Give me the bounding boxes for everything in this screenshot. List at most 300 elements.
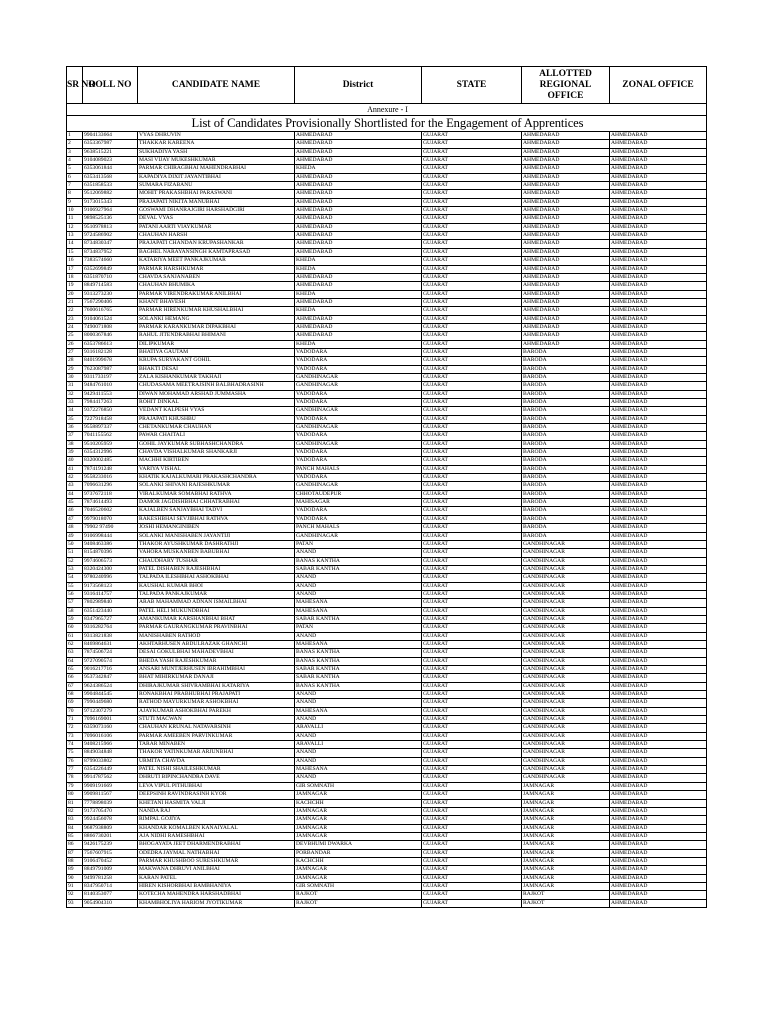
sr-no-cell: 57 — [67, 599, 83, 607]
roll-no-cell: 8469864631 — [83, 640, 138, 648]
roll-no-cell: 8347965727 — [83, 615, 138, 623]
sr-no-cell: 60 — [67, 624, 83, 632]
sr-no-cell: 11 — [67, 215, 83, 223]
regional-office-cell: BARODA — [522, 532, 610, 540]
sr-no-cell: 72 — [67, 724, 83, 732]
table-row — [67, 232, 707, 240]
roll-no-cell: 9737672118 — [83, 490, 138, 498]
regional-office-cell: AHMEDABAD — [522, 315, 610, 323]
state-cell: GUJARAT — [422, 373, 522, 381]
candidate-name-cell: DAMOR JAGDISHBHAI CHHATRABHAI — [138, 499, 295, 507]
zonal-office-cell: AHMEDABAD — [610, 615, 707, 623]
sr-no-cell: 52 — [67, 557, 83, 565]
state-cell: GUJARAT — [422, 549, 522, 557]
zonal-office-cell: AHMEDABAD — [610, 173, 707, 181]
table-row — [67, 515, 707, 523]
sr-no-cell: 73 — [67, 732, 83, 740]
roll-no-cell: 9904844545 — [83, 691, 138, 699]
roll-no-cell: 9313821838 — [83, 632, 138, 640]
regional-office-cell: GANDHINAGAR — [522, 749, 610, 757]
candidate-name-cell: SOLANKI HEMANG — [138, 315, 295, 323]
district-cell: SABAR KANTHA — [295, 666, 422, 674]
regional-office-cell: RAJKOT — [522, 899, 610, 907]
table-row — [67, 707, 707, 715]
regional-office-cell: GANDHINAGAR — [522, 657, 610, 665]
district-cell: KACHCHH — [295, 799, 422, 807]
roll-no-cell: 9537342847 — [83, 674, 138, 682]
roll-no-cell: 9311733197 — [83, 373, 138, 381]
sr-no-cell: 78 — [67, 774, 83, 782]
regional-office-cell: RAJKOT — [522, 891, 610, 899]
state-cell: GUJARAT — [422, 666, 522, 674]
roll-no-cell: 6351858533 — [83, 182, 138, 190]
sr-no-cell: 53 — [67, 565, 83, 573]
sr-no-cell: 13 — [67, 232, 83, 240]
regional-office-cell: BARODA — [522, 348, 610, 356]
table-row — [67, 774, 707, 782]
state-cell: GUJARAT — [422, 407, 522, 415]
state-cell: GUJARAT — [422, 440, 522, 448]
roll-no-cell: 9173015343 — [83, 198, 138, 206]
state-cell: GUJARAT — [422, 841, 522, 849]
zonal-office-cell: AHMEDABAD — [610, 298, 707, 306]
roll-no-cell: 9909191669 — [83, 782, 138, 790]
district-cell: BANAS KANTHA — [295, 682, 422, 690]
candidate-name-cell: CHUDASAMA MEETRAJSINH BALBHADRASINH — [138, 382, 295, 390]
district-cell: AHMEDABAD — [295, 240, 422, 248]
table-row — [67, 273, 707, 281]
regional-office-cell: BARODA — [522, 465, 610, 473]
table-row — [67, 874, 707, 882]
candidate-name-cell: THAKOR YATINKUMAR ARJUNBHAI — [138, 749, 295, 757]
state-cell: GUJARAT — [422, 607, 522, 615]
table-row — [67, 590, 707, 598]
sr-no-cell: 5 — [67, 165, 83, 173]
sr-no-cell: 84 — [67, 824, 83, 832]
table-row — [67, 415, 707, 423]
table-row — [67, 866, 707, 874]
regional-office-cell: JAMNAGAR — [522, 849, 610, 857]
table-row — [67, 474, 707, 482]
sr-no-cell: 41 — [67, 465, 83, 473]
candidate-name-cell: KHANT BHAVESH — [138, 298, 295, 306]
roll-no-cell: 7096016106 — [83, 732, 138, 740]
sr-no-cell: 87 — [67, 849, 83, 857]
sr-no-cell: 43 — [67, 482, 83, 490]
table-row — [67, 624, 707, 632]
district-cell: PATAN — [295, 624, 422, 632]
state-cell: GUJARAT — [422, 782, 522, 790]
table-row — [67, 407, 707, 415]
regional-office-cell: AHMEDABAD — [522, 190, 610, 198]
candidate-name-cell: BHAKTI DESAI — [138, 365, 295, 373]
district-cell: JAMNAGAR — [295, 866, 422, 874]
candidate-name-cell: VARIYA VISHAL — [138, 465, 295, 473]
state-cell: GUJARAT — [422, 524, 522, 532]
state-cell: GUJARAT — [422, 332, 522, 340]
state-cell: GUJARAT — [422, 691, 522, 699]
district-cell: DEVBHUMI DWARKA — [295, 841, 422, 849]
zonal-office-cell: AHMEDABAD — [610, 582, 707, 590]
zonal-office-cell: AHMEDABAD — [610, 799, 707, 807]
table-row — [67, 791, 707, 799]
sr-no-cell: 80 — [67, 791, 83, 799]
candidate-name-cell: DESAI GOKULBHAI MAHADEVBHAI — [138, 649, 295, 657]
table-row — [67, 240, 707, 248]
zonal-office-cell: AHMEDABAD — [610, 791, 707, 799]
state-cell: GUJARAT — [422, 190, 522, 198]
sr-no-cell: 23 — [67, 315, 83, 323]
sr-no-cell: 75 — [67, 749, 83, 757]
sr-no-cell: 31 — [67, 382, 83, 390]
sr-no-cell: 38 — [67, 440, 83, 448]
regional-office-cell: BARODA — [522, 457, 610, 465]
zonal-office-cell: AHMEDABAD — [610, 857, 707, 865]
candidate-name-cell: ROHIT DINKAL — [138, 399, 295, 407]
sr-no-cell: 22 — [67, 307, 83, 315]
district-cell: KHEDA — [295, 265, 422, 273]
roll-no-cell: 9499781258 — [83, 874, 138, 882]
zonal-office-cell: AHMEDABAD — [610, 874, 707, 882]
district-cell: VADODARA — [295, 365, 422, 373]
district-cell: KHEDA — [295, 165, 422, 173]
zonal-office-cell: AHMEDABAD — [610, 749, 707, 757]
candidate-name-cell: KAUSHAL KUMAR BHOI — [138, 582, 295, 590]
candidate-name-cell: KATARIYA MEET PANKAJKUMAR — [138, 257, 295, 265]
candidate-name-cell: BHAT MIHIRKUMAR DANAJI — [138, 674, 295, 682]
district-cell: ANAND — [295, 732, 422, 740]
sr-no-cell: 1 — [67, 132, 83, 140]
state-cell: GUJARAT — [422, 866, 522, 874]
table-row — [67, 499, 707, 507]
regional-office-cell: GANDHINAGAR — [522, 640, 610, 648]
zonal-office-cell: AHMEDABAD — [610, 474, 707, 482]
zonal-office-cell: AHMEDABAD — [610, 340, 707, 348]
table-row — [67, 348, 707, 356]
candidate-name-cell: RAHUL JITENDRABHAI BHIMANI — [138, 332, 295, 340]
roll-no-cell: 7802989840 — [83, 599, 138, 607]
candidate-name-cell: ARAB MAHAMMAD ADNAN ISMAILBHAI — [138, 599, 295, 607]
roll-no-cell: 6353061844 — [83, 165, 138, 173]
sr-no-cell: 8 — [67, 190, 83, 198]
candidate-name-cell: BHEDA YASH RAJESHKUMAR — [138, 657, 295, 665]
roll-no-cell: 7041155562 — [83, 432, 138, 440]
roll-no-cell: 9316282764 — [83, 624, 138, 632]
sr-no-cell: 27 — [67, 348, 83, 356]
district-cell: AHMEDABAD — [295, 273, 422, 281]
sr-no-cell: 49 — [67, 532, 83, 540]
annexure-label: Annexure - I — [67, 104, 707, 116]
regional-office-cell: BARODA — [522, 373, 610, 381]
district-cell: AHMEDABAD — [295, 232, 422, 240]
state-cell: GUJARAT — [422, 640, 522, 648]
table-row — [67, 482, 707, 490]
regional-office-cell: AHMEDABAD — [522, 323, 610, 331]
sr-no-cell: 68 — [67, 691, 83, 699]
state-cell: GUJARAT — [422, 557, 522, 565]
district-cell: RAJKOT — [295, 899, 422, 907]
zonal-office-cell: AHMEDABAD — [610, 782, 707, 790]
zonal-office-cell: AHMEDABAD — [610, 716, 707, 724]
state-cell: GUJARAT — [422, 198, 522, 206]
state-cell: GUJARAT — [422, 540, 522, 548]
district-cell: VADODARA — [295, 515, 422, 523]
state-cell: GUJARAT — [422, 565, 522, 573]
roll-no-cell: 9016217716 — [83, 666, 138, 674]
state-cell: GUJARAT — [422, 315, 522, 323]
table-row — [67, 490, 707, 498]
state-cell: GUJARAT — [422, 365, 522, 373]
sr-no-cell: 89 — [67, 866, 83, 874]
candidate-name-cell: KHETANI HASMITA VALJI — [138, 799, 295, 807]
candidate-name-cell: DIWAN MOHAMAD ARSHAD JUMMASHA — [138, 390, 295, 398]
state-cell: GUJARAT — [422, 824, 522, 832]
header-sr-no: SR NO — [67, 67, 83, 104]
candidate-name-cell: KHAMBHOLIYA HARIOM JYOTIKUMAR — [138, 899, 295, 907]
roll-no-cell: 9313273230 — [83, 290, 138, 298]
regional-office-cell: AHMEDABAD — [522, 332, 610, 340]
district-cell: MAHESANA — [295, 766, 422, 774]
roll-no-cell: 9316182128 — [83, 348, 138, 356]
zonal-office-cell: AHMEDABAD — [610, 565, 707, 573]
district-cell: BANAS KANTHA — [295, 649, 422, 657]
district-cell: ANAND — [295, 590, 422, 598]
table-row — [67, 649, 707, 657]
zonal-office-cell: AHMEDABAD — [610, 666, 707, 674]
zonal-office-cell: AHMEDABAD — [610, 741, 707, 749]
district-cell: AHMEDABAD — [295, 248, 422, 256]
regional-office-cell: AHMEDABAD — [522, 132, 610, 140]
district-cell: AHMEDABAD — [295, 148, 422, 156]
roll-no-cell: 6351423440 — [83, 607, 138, 615]
table-row — [67, 198, 707, 206]
district-cell: GANDHINAGAR — [295, 440, 422, 448]
regional-office-cell: BARODA — [522, 449, 610, 457]
candidate-name-cell: THAKKAR KAREENA — [138, 140, 295, 148]
roll-no-cell: 79902 97490 — [83, 524, 138, 532]
state-cell: GUJARAT — [422, 432, 522, 440]
district-cell: BANAS KANTHA — [295, 557, 422, 565]
district-cell: GIR SOMNATH — [295, 882, 422, 890]
zonal-office-cell: AHMEDABAD — [610, 323, 707, 331]
roll-no-cell: 9974606573 — [83, 557, 138, 565]
table-row — [67, 615, 707, 623]
table-row — [67, 465, 707, 473]
sr-no-cell: 90 — [67, 874, 83, 882]
district-cell: VADODARA — [295, 474, 422, 482]
zonal-office-cell: AHMEDABAD — [610, 365, 707, 373]
zonal-office-cell: AHMEDABAD — [610, 899, 707, 907]
roll-no-cell: 9924456078 — [83, 816, 138, 824]
regional-office-cell: BARODA — [522, 499, 610, 507]
table-row — [67, 682, 707, 690]
zonal-office-cell: AHMEDABAD — [610, 632, 707, 640]
sr-no-cell: 29 — [67, 365, 83, 373]
district-cell: AHMEDABAD — [295, 282, 422, 290]
sr-no-cell: 12 — [67, 223, 83, 231]
district-cell: JAMNAGAR — [295, 824, 422, 832]
regional-office-cell: AHMEDABAD — [522, 215, 610, 223]
regional-office-cell: GANDHINAGAR — [522, 707, 610, 715]
candidate-name-cell: DHRUTI BIPINCHANDRA DAVE — [138, 774, 295, 782]
state-cell: GUJARAT — [422, 265, 522, 273]
zonal-office-cell: AHMEDABAD — [610, 223, 707, 231]
zonal-office-cell: AHMEDABAD — [610, 407, 707, 415]
regional-office-cell: GANDHINAGAR — [522, 666, 610, 674]
state-cell: GUJARAT — [422, 682, 522, 690]
roll-no-cell: 9638515221 — [83, 148, 138, 156]
zonal-office-cell: AHMEDABAD — [610, 432, 707, 440]
regional-office-cell: BARODA — [522, 424, 610, 432]
document-title: List of Candidates Provisionally Shortlisted for the Engagement of Apprentices — [67, 116, 707, 132]
table-row — [67, 223, 707, 231]
zonal-office-cell: AHMEDABAD — [610, 399, 707, 407]
district-cell: AHMEDABAD — [295, 182, 422, 190]
candidate-name-cell: SUKHADIYA YASH — [138, 148, 295, 156]
candidate-name-cell: DEEPSINH RAVINDRASINH KYOR — [138, 791, 295, 799]
candidate-name-cell: PRAJAPATI NIKITA MANUBHAI — [138, 198, 295, 206]
sr-no-cell: 26 — [67, 340, 83, 348]
state-cell: GUJARAT — [422, 415, 522, 423]
sr-no-cell: 42 — [67, 474, 83, 482]
table-row — [67, 607, 707, 615]
district-cell: AHMEDABAD — [295, 332, 422, 340]
table-row — [67, 882, 707, 890]
table-row — [67, 148, 707, 156]
regional-office-cell: GANDHINAGAR — [522, 691, 610, 699]
regional-office-cell: GANDHINAGAR — [522, 757, 610, 765]
annexure-row — [67, 104, 707, 116]
candidate-name-cell: MAKWANA DHRUVI ANILBHAI — [138, 866, 295, 874]
table-row — [67, 557, 707, 565]
zonal-office-cell: AHMEDABAD — [610, 282, 707, 290]
candidate-name-cell: CHAVDA VISHALKUMAR SHANKARJI — [138, 449, 295, 457]
table-row — [67, 157, 707, 165]
regional-office-cell: AHMEDABAD — [522, 273, 610, 281]
roll-no-cell: 9558897337 — [83, 424, 138, 432]
state-cell: GUJARAT — [422, 649, 522, 657]
state-cell: GUJARAT — [422, 615, 522, 623]
regional-office-cell: GANDHINAGAR — [522, 599, 610, 607]
state-cell: GUJARAT — [422, 140, 522, 148]
table-row — [67, 741, 707, 749]
candidate-name-cell: VEDANT KALPESH VYAS — [138, 407, 295, 415]
zonal-office-cell: AHMEDABAD — [610, 382, 707, 390]
roll-no-cell: 8799033802 — [83, 757, 138, 765]
roll-no-cell: 9510205959 — [83, 440, 138, 448]
district-cell: AHMEDABAD — [295, 207, 422, 215]
district-cell: VADODARA — [295, 507, 422, 515]
state-cell: GUJARAT — [422, 399, 522, 407]
roll-no-cell: 9727090574 — [83, 657, 138, 665]
candidate-name-cell: PATEL HELI MUKUNDBHAI — [138, 607, 295, 615]
district-cell: MAHESANA — [295, 599, 422, 607]
table-row — [67, 182, 707, 190]
candidate-name-cell: BHATIYA GAUTAM — [138, 348, 295, 356]
candidate-name-cell: TALPADA PANKAJKUMAR — [138, 590, 295, 598]
zonal-office-cell: AHMEDABAD — [610, 257, 707, 265]
district-cell: GANDHINAGAR — [295, 373, 422, 381]
zonal-office-cell: AHMEDABAD — [610, 816, 707, 824]
candidate-name-cell: PRAJAPATI CHANDAN KRUPASHANKAR — [138, 240, 295, 248]
state-cell: GUJARAT — [422, 182, 522, 190]
roll-no-cell: 7874506724 — [83, 649, 138, 657]
state-cell: GUJARAT — [422, 215, 522, 223]
state-cell: GUJARAT — [422, 165, 522, 173]
state-cell: GUJARAT — [422, 832, 522, 840]
district-cell: VADODARA — [295, 415, 422, 423]
table-row — [67, 323, 707, 331]
table-row — [67, 849, 707, 857]
table-row — [67, 532, 707, 540]
candidate-name-cell: DEVAL VYAS — [138, 215, 295, 223]
zonal-office-cell: AHMEDABAD — [610, 307, 707, 315]
regional-office-cell: BARODA — [522, 399, 610, 407]
regional-office-cell: GANDHINAGAR — [522, 540, 610, 548]
table-row — [67, 766, 707, 774]
district-cell: KHEDA — [295, 307, 422, 315]
roll-no-cell: 8140353077 — [83, 891, 138, 899]
regional-office-cell: AHMEDABAD — [522, 257, 610, 265]
regional-office-cell: BARODA — [522, 357, 610, 365]
candidate-name-cell: BHOGAYATA JEET DHARMENDRABHAI — [138, 841, 295, 849]
regional-office-cell: AHMEDABAD — [522, 298, 610, 306]
table-row — [67, 173, 707, 181]
sr-no-cell: 70 — [67, 707, 83, 715]
sr-no-cell: 35 — [67, 415, 83, 423]
roll-no-cell: 8347950714 — [83, 882, 138, 890]
table-row — [67, 132, 707, 140]
regional-office-cell: AHMEDABAD — [522, 248, 610, 256]
candidate-name-cell: CHAUHAN HARSH — [138, 232, 295, 240]
sr-no-cell: 6 — [67, 173, 83, 181]
candidate-name-cell: PATANI AARTI VIAYKUMAR — [138, 223, 295, 231]
candidate-name-cell: PATEL DISHABEN RAJESHBHAI — [138, 565, 295, 573]
candidate-name-cell: AKHTARHUSEN ABDULRAZAK GHANCHI — [138, 640, 295, 648]
zonal-office-cell: AHMEDABAD — [610, 832, 707, 840]
state-cell: GUJARAT — [422, 223, 522, 231]
candidate-name-cell: PARMAR AMEEBEN PARVINKUMAR — [138, 732, 295, 740]
table-row — [67, 632, 707, 640]
sr-no-cell: 54 — [67, 574, 83, 582]
zonal-office-cell: AHMEDABAD — [610, 674, 707, 682]
zonal-office-cell: AHMEDABAD — [610, 607, 707, 615]
roll-no-cell: 7490071808 — [83, 323, 138, 331]
zonal-office-cell: AHMEDABAD — [610, 265, 707, 273]
regional-office-cell: JAMNAGAR — [522, 832, 610, 840]
roll-no-cell: 8320002485 — [83, 457, 138, 465]
sr-no-cell: 62 — [67, 640, 83, 648]
table-row — [67, 207, 707, 215]
state-cell: GUJARAT — [422, 574, 522, 582]
sr-no-cell: 67 — [67, 682, 83, 690]
candidate-name-cell: SOLANKI SHIVANI RAJESHKUMAR — [138, 482, 295, 490]
sr-no-cell: 63 — [67, 649, 83, 657]
table-row — [67, 340, 707, 348]
roll-no-cell: 7600616765 — [83, 307, 138, 315]
regional-office-cell: GANDHINAGAR — [522, 565, 610, 573]
regional-office-cell: AHMEDABAD — [522, 198, 610, 206]
sr-no-cell: 25 — [67, 332, 83, 340]
sr-no-cell: 56 — [67, 590, 83, 598]
sr-no-cell: 17 — [67, 265, 83, 273]
candidate-name-cell: MACHHI KIRTIBEN — [138, 457, 295, 465]
zonal-office-cell: AHMEDABAD — [610, 699, 707, 707]
table-row — [67, 824, 707, 832]
sr-no-cell: 59 — [67, 615, 83, 623]
state-cell: GUJARAT — [422, 799, 522, 807]
regional-office-cell: GANDHINAGAR — [522, 557, 610, 565]
